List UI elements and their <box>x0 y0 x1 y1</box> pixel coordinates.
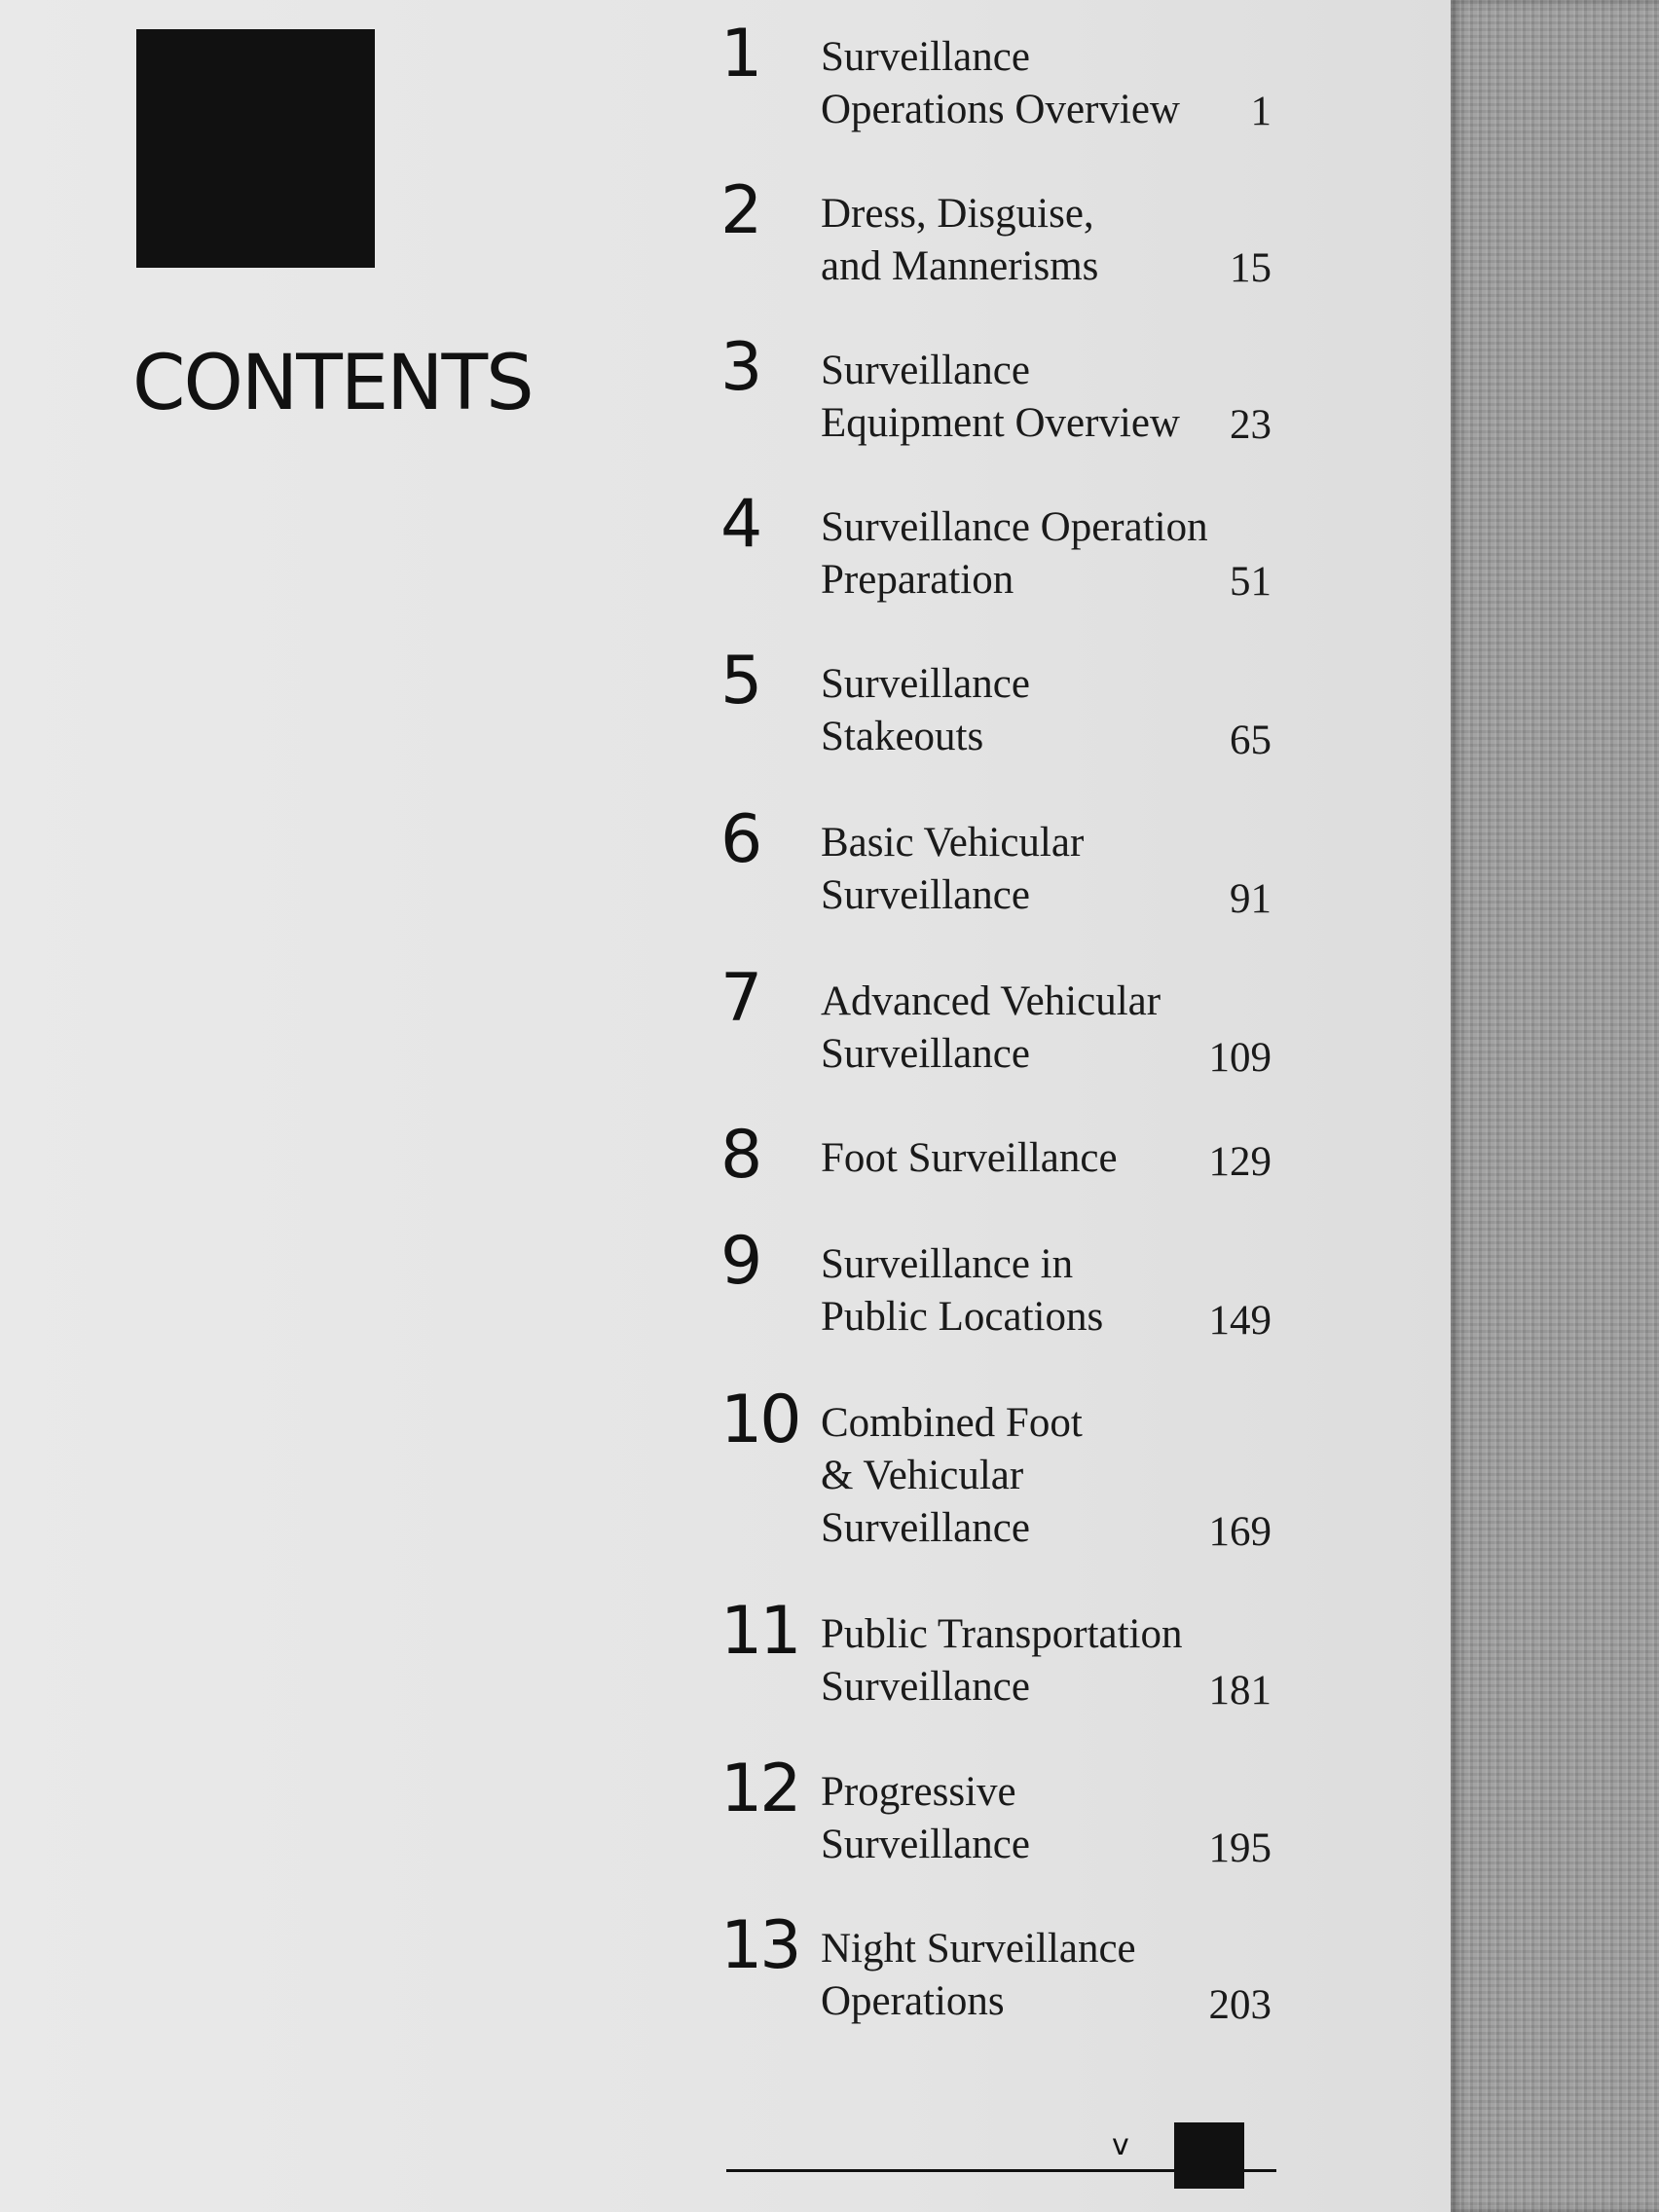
page-number: 195 <box>1208 1825 1272 1871</box>
chapter-title: Basic Vehicular Surveillance <box>821 820 1085 918</box>
page-number: 149 <box>1208 1298 1272 1344</box>
chapter-number: 12 <box>720 1751 799 1827</box>
chapter-title: Surveillance Operation Preparation <box>821 504 1208 603</box>
page-number: 169 <box>1208 1509 1272 1555</box>
toc-entry-4 <box>720 486 1285 608</box>
toc-entry-10 <box>720 1382 1285 1559</box>
chapter-title: Dress, Disguise, and Mannerisms <box>821 191 1099 289</box>
chapter-number: 10 <box>720 1382 799 1458</box>
chapter-title: Progressive Surveillance <box>821 1769 1030 1867</box>
folio-page-number: v <box>1112 2128 1129 2162</box>
toc-entry-1 <box>720 16 1285 138</box>
chapter-number: 13 <box>720 1907 799 1984</box>
toc-entry-5 <box>720 643 1285 767</box>
page-edge-stack <box>1451 0 1659 2212</box>
page-number: 23 <box>1230 402 1272 448</box>
chapter-title: Foot Surveillance <box>821 1135 1118 1181</box>
chapter-title: Night Surveillance Operations <box>821 1926 1136 2024</box>
chapter-title: Surveillance Operations Overview <box>821 34 1180 132</box>
chapter-number: 4 <box>720 486 760 563</box>
chapter-title: Combined Foot & Vehicular Surveillance <box>821 1400 1083 1551</box>
toc-entry-3 <box>720 329 1285 452</box>
chapter-number: 7 <box>720 960 760 1037</box>
toc-entry-7 <box>720 960 1285 1085</box>
chapter-number: 2 <box>720 172 760 249</box>
chapter-number: 1 <box>720 16 760 92</box>
page-number: 181 <box>1208 1668 1272 1714</box>
chapter-number: 3 <box>720 329 760 406</box>
toc-entry-12 <box>720 1751 1285 1875</box>
toc-entry-11 <box>720 1593 1285 1717</box>
page-number: 203 <box>1208 1982 1272 2028</box>
chapter-title: Surveillance in Public Locations <box>821 1241 1104 1340</box>
page-number: 109 <box>1208 1035 1272 1081</box>
toc-entry-9 <box>720 1223 1285 1347</box>
chapter-title: Surveillance Equipment Overview <box>821 348 1180 446</box>
toc-entry-6 <box>720 801 1285 926</box>
page-number: 15 <box>1230 245 1272 291</box>
contents-heading: CONTENTS <box>132 340 533 427</box>
toc-entry-2 <box>720 172 1285 295</box>
page-number: 51 <box>1230 559 1272 605</box>
toc-entry-8 <box>720 1117 1285 1194</box>
footer-black-square <box>1174 2122 1244 2189</box>
page-number: 1 <box>1250 89 1272 134</box>
chapter-number: 11 <box>720 1593 799 1670</box>
page-number: 91 <box>1230 876 1272 922</box>
page-number: 129 <box>1208 1139 1272 1185</box>
page-number: 65 <box>1230 718 1272 763</box>
toc-entry-13 <box>720 1907 1285 2032</box>
chapter-number: 6 <box>720 801 760 878</box>
chapter-number: 9 <box>720 1223 760 1300</box>
chapter-number: 8 <box>720 1117 760 1194</box>
chapter-title: Public Transportation Surveillance <box>821 1611 1183 1710</box>
chapter-title: Surveillance Stakeouts <box>821 661 1030 759</box>
chapter-title: Advanced Vehicular Surveillance <box>821 978 1161 1077</box>
chapter-number: 5 <box>720 643 760 719</box>
